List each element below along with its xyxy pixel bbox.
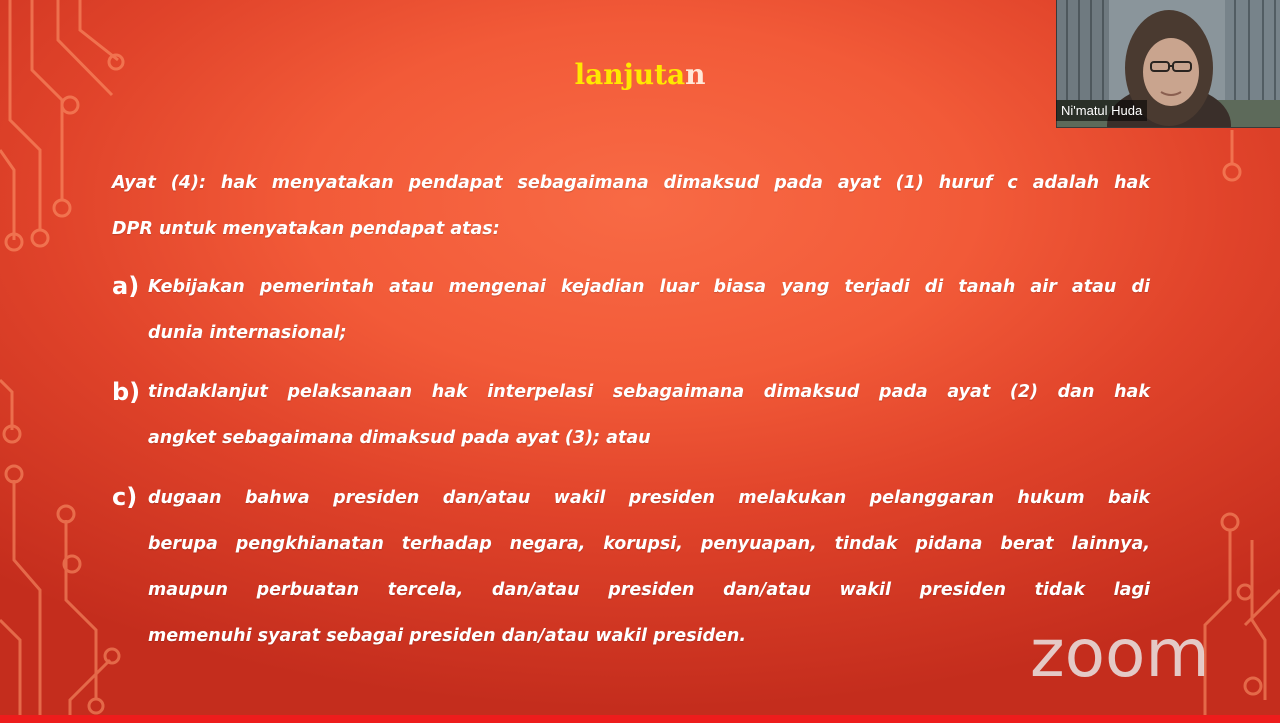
item-line: tindaklanjut pelaksanaan hak interpelasi sebagaimana dimaksud pada ayat (2) dan hak [148, 382, 1150, 402]
item-b-text [148, 369, 1150, 461]
item-line: angket sebagaimana dimaksud pada ayat (3); atau [148, 428, 651, 448]
item-line: maupun perbuatan tercela, dan/atau presiden dan/atau wakil presiden tidak lagi [148, 580, 1150, 600]
item-b-marker: b) [112, 378, 141, 406]
intro-line: Ayat (4): hak menyatakan pendapat sebagaimana dimaksud pada ayat (1) huruf c adalah hak [112, 173, 1150, 193]
slide-title-tail: n [685, 58, 706, 91]
intro-line: DPR untuk menyatakan pendapat atas: [112, 219, 500, 239]
item-line: Kebijakan pemerintah atau mengenai kejadian luar biasa yang terjadi di tanah air atau di [148, 277, 1150, 297]
slide-bottom-bar [0, 715, 1280, 723]
item-a-text [148, 264, 1150, 356]
item-line: dugaan bahwa presiden dan/atau wakil presiden melakukan pelanggaran hukum baik [148, 488, 1150, 508]
participant-name-label: Ni'matul Huda [1056, 100, 1147, 121]
intro-paragraph [112, 160, 1150, 252]
item-a-marker: a) [112, 272, 140, 300]
zoom-watermark-logo: zoom [1030, 615, 1210, 692]
item-line: berupa pengkhianatan terhadap negara, korupsi, penyuapan, tindak pidana berat lainnya, [148, 534, 1150, 554]
slide-title-main: lanjuta [574, 58, 686, 91]
item-line: memenuhi syarat sebagai presiden dan/atau wakil presiden. [148, 626, 747, 646]
item-c-text [148, 475, 1150, 659]
item-line: dunia internasional; [148, 323, 347, 343]
item-c-marker: c) [112, 483, 138, 511]
